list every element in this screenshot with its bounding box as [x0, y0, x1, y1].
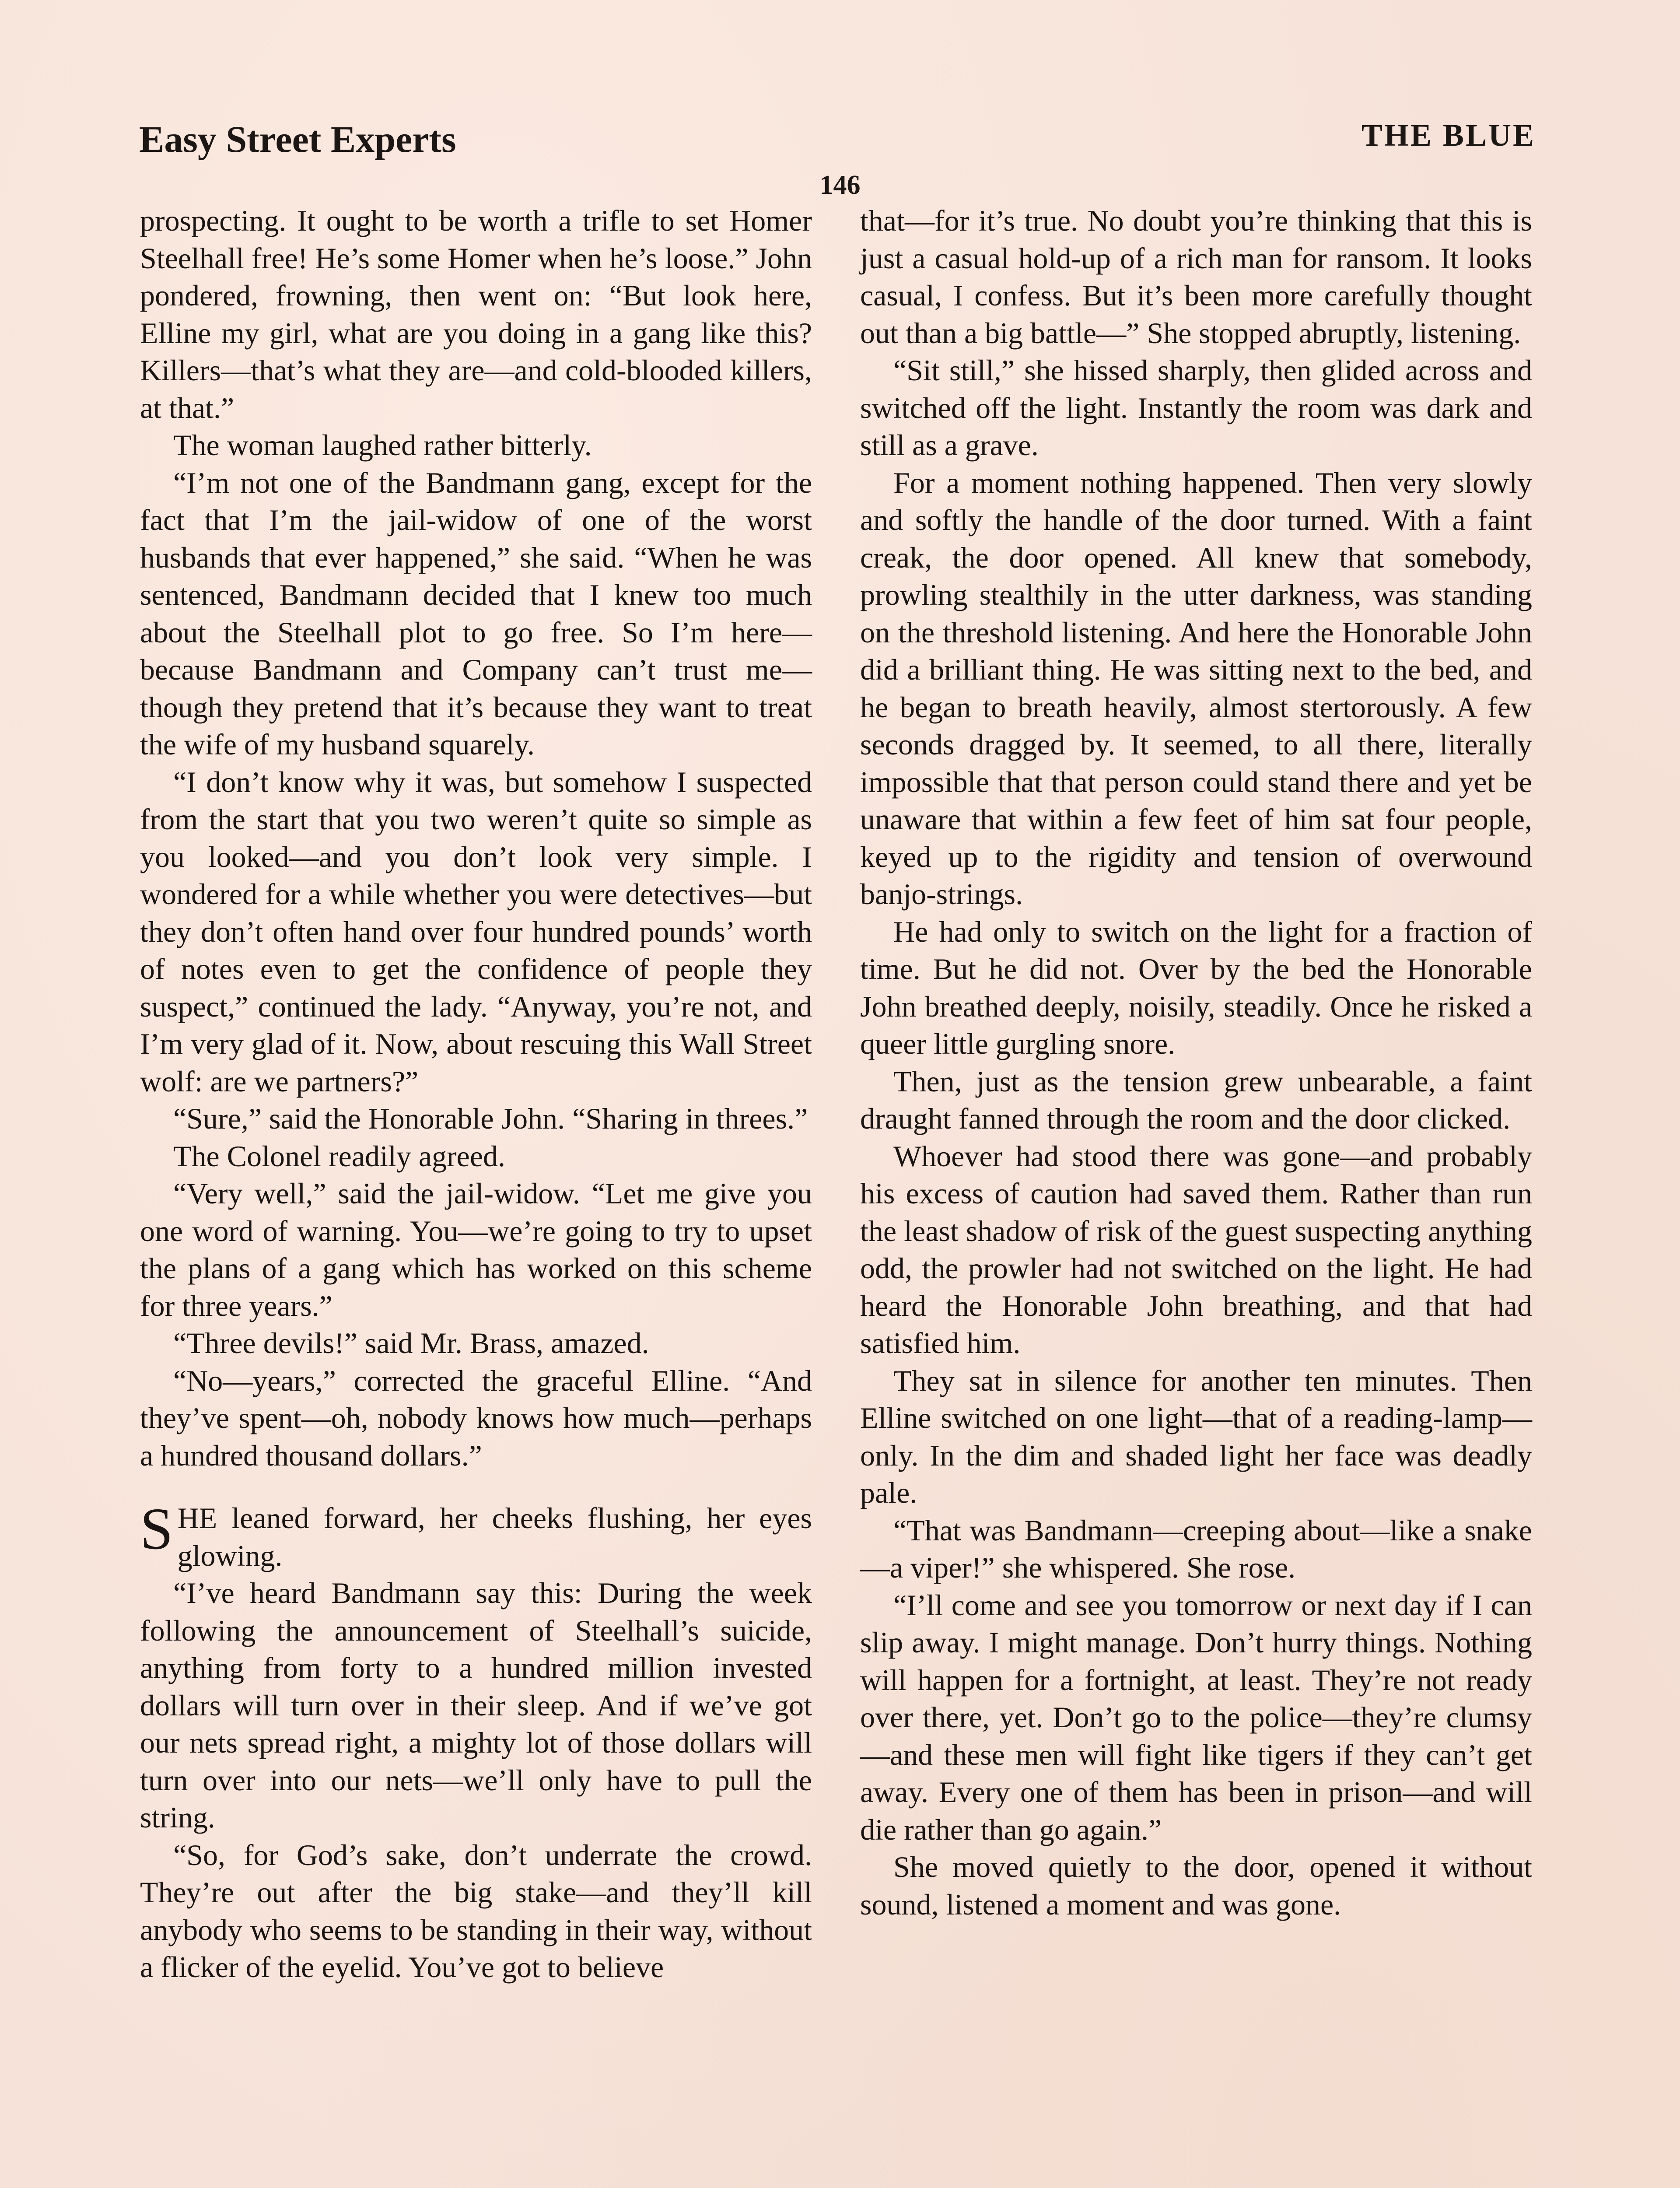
- paragraph: “I don’t know why it was, but somehow I suspected from the start that you two weren’t quite so simple as you looked—and you don’t look very simple. I wondered for a while whether you were detectives—but they don’t often hand over four hundred pounds’ worth of notes even to get the confidence of people they suspect,” continued the lady. “Anyway, you’re not, and I’m very glad of it. Now, about rescuing this Wall Street wolf: are we partners?”: [140, 765, 812, 1098]
- paragraph: prospecting. It ought to be worth a trifle to set Homer Steelhall free! He’s some Homer when he’s loose.” John pondered, frowning, then went on: “But look here, Elline my girl, what are you doing in a gang like this? Killers—that’s what they are—and cold-blooded killers, at that.”: [140, 204, 812, 424]
- section-opening-paragraph: [140, 1496, 812, 1574]
- paragraph: She moved quietly to the door, opened it without sound, listened a moment and was gone.: [860, 1850, 1532, 1921]
- running-head-magazine-title: THE BLUE: [1361, 118, 1536, 153]
- paragraph: “Three devils!” said Mr. Brass, amazed.: [173, 1326, 649, 1360]
- paragraph: For a moment nothing happened. Then very slowly and softly the handle of the door turned. With a faint creak, the door opened. All knew that somebody, prowling stealthily in the utter darkness, was standing on the threshold listening. And here the Honorable John did a brilliant thing. He was sitting next to the bed, and he began to breath heavily, almost stertorously. A few seconds dragged by. It seemed, to all there, literally impossible that that person could stand there and yet be unaware that within a few feet of him sat four people, keyed up to the rigidity and tension of overwound banjo-strings.: [860, 466, 1532, 911]
- paragraph: Then, just as the tension grew unbearable, a faint draught fanned through the room and the door clicked.: [860, 1064, 1532, 1135]
- paragraph: The woman laughed rather bitterly.: [173, 428, 592, 462]
- section-opening-text: HE leaned forward, her cheeks flushing, her eyes glowing.: [177, 1501, 812, 1572]
- paragraph: “I’ll come and see you tomorrow or next day if I can slip away. I might manage. Don’t hurry things. Nothing will happen for a fortnight, at least. They’re not ready over there, yet. Don’t go to the police—they’re clumsy—and these men will fight like tigers if they can’t get away. Every one of them has been in prison—and will die rather than go again.”: [860, 1588, 1532, 1846]
- page-number: 146: [819, 170, 861, 200]
- paragraph: “Very well,” said the jail-widow. “Let me give you one word of warning. You—we’re going to try to upset the plans of a gang which has worked on this scheme for three years.”: [140, 1177, 812, 1322]
- paragraph: The Colonel readily agreed.: [173, 1139, 506, 1173]
- paragraph: “I’m not one of the Bandmann gang, except for the fact that I’m the jail-widow of one of the worst husbands that ever happened,” she said. “When he was sentenced, Bandmann decided that I knew too much about the Steelhall plot to go free. So I’m here—because Bandmann and Company can’t trust me—though they pretend that it’s because they want to treat the wife of my husband squarely.: [140, 466, 812, 761]
- paragraph: “That was Bandmann—creeping about—like a snake—a viper!” she whispered. She rose.: [860, 1513, 1532, 1584]
- paragraph: Whoever had stood there was gone—and probably his excess of caution had saved them. Rather than run the least shadow of risk of the guest suspecting anything odd, the prowler had not switched on the light. He had heard the Honorable John breathing, and that had satisfied him.: [860, 1139, 1532, 1360]
- paragraph: “Sure,” said the Honorable John. “Sharing in threes.”: [173, 1102, 808, 1135]
- running-head-story-title: Easy Street Experts: [139, 118, 456, 160]
- paragraph: “Sit still,” she hissed sharply, then glided across and switched off the light. Instantly the room was dark and still as a grave.: [860, 354, 1532, 462]
- paragraph: He had only to switch on the light for a fraction of time. But he did not. Over by the bed the Honorable John breathed deeply, noisily, steadily. Once he risked a queer little gurgling snore.: [860, 915, 1532, 1060]
- right-text-column: [860, 202, 1532, 1923]
- paragraph: “So, for God’s sake, don’t underrate the crowd. They’re out after the big stake—and they’ll kill anybody who seems to be standing in their way, without a flicker of the eyelid. You’ve got to believe: [140, 1838, 812, 1984]
- paragraph: “No—years,” corrected the graceful Elline. “And they’ve spent—oh, nobody knows how much—perhaps a hundred thousand dollars.”: [140, 1364, 812, 1472]
- paragraph: “I’ve heard Bandmann say this: During the week following the announcement of Steelhall’s suicide, anything from forty to a hundred million invested dollars will turn over in their sleep. And if we’ve got our nets spread right, a mighty lot of those dollars will turn over into our nets—we’ll only have to pull the string.: [140, 1576, 812, 1834]
- paragraph: that—for it’s true. No doubt you’re thinking that this is just a casual hold-up of a rich man for ransom. It looks casual, I confess. But it’s been more carefully thought out than a big battle—” She stopped abruptly, listening.: [860, 204, 1532, 350]
- paragraph: They sat in silence for another ten minutes. Then Elline switched on one light—that of a reading-lamp—only. In the dim and shaded light her face was deadly pale.: [860, 1364, 1532, 1509]
- drop-cap: S: [140, 1496, 173, 1562]
- left-text-column: [140, 202, 812, 1986]
